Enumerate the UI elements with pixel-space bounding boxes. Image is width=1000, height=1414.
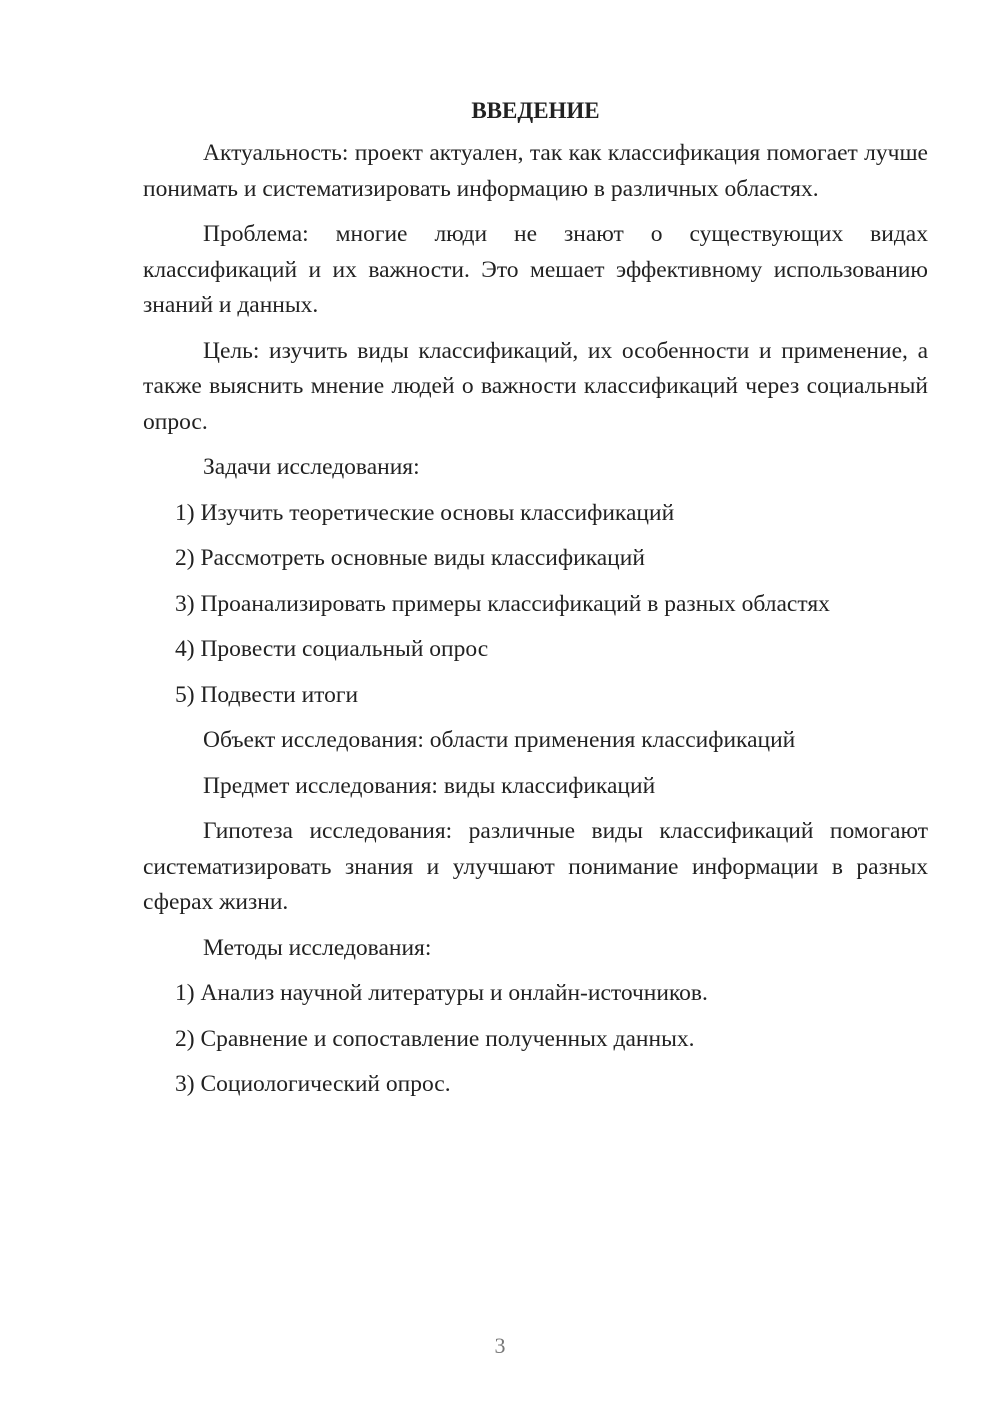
- page-title: ВВЕДЕНИЕ: [471, 98, 600, 123]
- goal-paragraph: Цель: изучить виды классификаций, их особенности и применение, а также выяснить мнение людей о важности классификаций через социальный опрос.: [143, 337, 928, 435]
- methods-heading: Методы исследования:: [203, 934, 432, 961]
- object-line: Объект исследования: области применения классификаций: [203, 727, 796, 753]
- task-item-1: 1) Изучить теоретические основы классификаций: [175, 499, 675, 526]
- page-content: [143, 96, 928, 1113]
- task-item-3: 3) Проанализировать примеры классификаций в разных областях: [175, 590, 830, 617]
- relevance-paragraph: Актуальность: проект актуален, так как классификация помогает лучше понимать и систематизировать информацию в различных областях.: [143, 140, 928, 202]
- method-item-2: 2) Сравнение и сопоставление полученных данных.: [175, 1025, 695, 1052]
- subject-line: Предмет исследования: виды классификаций: [203, 772, 656, 799]
- task-item-5: 5) Подвести итоги: [175, 681, 359, 708]
- problem-paragraph: Проблема: многие люди не знают о существующих видах классификаций и их важности. Это мешает эффективному использованию знаний и данных.: [143, 221, 928, 318]
- method-item-1: 1) Анализ научной литературы и онлайн-источников.: [175, 980, 708, 1006]
- tasks-heading: Задачи исследования:: [203, 454, 420, 480]
- hypothesis-paragraph: Гипотеза исследования: различные виды классификаций помогают систематизировать знания и улучшают понимание информации в разных сферах жизни.: [143, 818, 928, 915]
- task-item-2: 2) Рассмотреть основные виды классификаций: [175, 545, 645, 571]
- method-item-3: 3) Социологический опрос.: [175, 1071, 451, 1097]
- page-number: 3: [494, 1333, 506, 1358]
- task-item-4: 4) Провести социальный опрос: [175, 636, 489, 662]
